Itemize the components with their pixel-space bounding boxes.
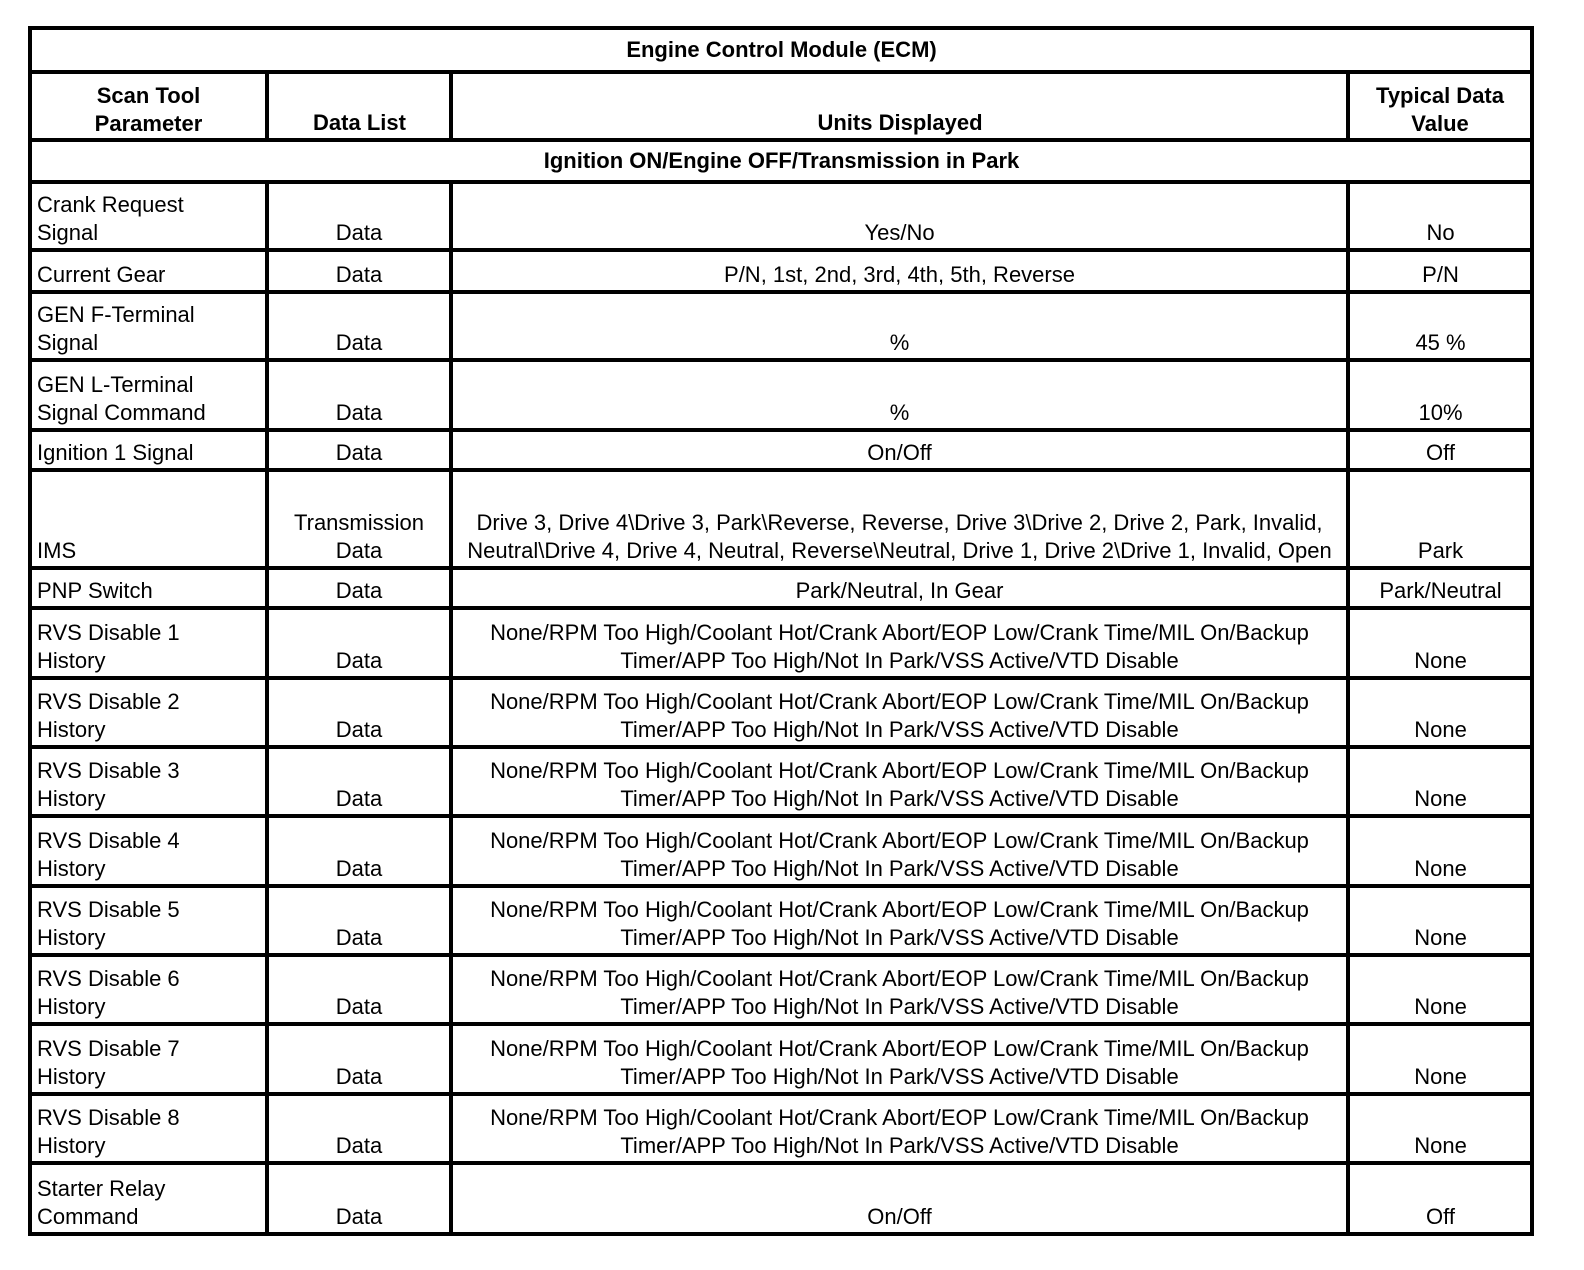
table-row bbox=[30, 568, 1532, 608]
parameter-cell: Current Gear bbox=[30, 250, 267, 292]
typical-value-cell: None bbox=[1348, 816, 1532, 886]
data-list-cell: Data bbox=[267, 886, 451, 955]
table-row bbox=[30, 1024, 1532, 1094]
units-cell: % bbox=[451, 292, 1348, 360]
units-cell: Drive 3, Drive 4\Drive 3, Park\Reverse, Reverse, Drive 3\Drive 2, Drive 2, Park, Invalid, Neutral\Drive 4, Drive 4, Neutral, Reverse\Neutral, Drive 1, Drive 2\Drive 1, Invalid, Open bbox=[451, 470, 1348, 568]
data-list-cell: Data bbox=[267, 816, 451, 886]
typical-value-cell: None bbox=[1348, 1024, 1532, 1094]
header-units: Units Displayed bbox=[451, 72, 1348, 140]
parameter-cell: RVS Disable 3 History bbox=[30, 747, 267, 816]
data-list-cell: Data bbox=[267, 292, 451, 360]
units-cell: None/RPM Too High/Coolant Hot/Crank Abort/EOP Low/Crank Time/MIL On/Backup Timer/APP Too High/Not In Park/VSS Active/VTD Disable bbox=[451, 608, 1348, 678]
units-cell: None/RPM Too High/Coolant Hot/Crank Abort/EOP Low/Crank Time/MIL On/Backup Timer/APP Too High/Not In Park/VSS Active/VTD Disable bbox=[451, 1024, 1348, 1094]
units-cell: None/RPM Too High/Coolant Hot/Crank Abort/EOP Low/Crank Time/MIL On/Backup Timer/APP Too High/Not In Park/VSS Active/VTD Disable bbox=[451, 886, 1348, 955]
typical-value-cell: Park bbox=[1348, 470, 1532, 568]
table-row bbox=[30, 747, 1532, 816]
parameter-cell: RVS Disable 6 History bbox=[30, 955, 267, 1024]
section-heading: Ignition ON/Engine OFF/Transmission in Park bbox=[30, 140, 1532, 182]
header-typical-value: Typical Data Value bbox=[1348, 72, 1532, 140]
header-row bbox=[30, 72, 1532, 140]
header-data-list: Data List bbox=[267, 72, 451, 140]
typical-value-cell: None bbox=[1348, 955, 1532, 1024]
units-cell: % bbox=[451, 360, 1348, 430]
parameter-cell: RVS Disable 4 History bbox=[30, 816, 267, 886]
header-parameter: Scan Tool Parameter bbox=[30, 72, 267, 140]
parameter-cell: PNP Switch bbox=[30, 568, 267, 608]
table-row bbox=[30, 816, 1532, 886]
table-row bbox=[30, 430, 1532, 470]
typical-value-cell: Off bbox=[1348, 1163, 1532, 1234]
table-row bbox=[30, 955, 1532, 1024]
parameter-cell: Starter Relay Command bbox=[30, 1163, 267, 1234]
data-list-cell: Data bbox=[267, 250, 451, 292]
data-list-cell: Data bbox=[267, 430, 451, 470]
units-cell: P/N, 1st, 2nd, 3rd, 4th, 5th, Reverse bbox=[451, 250, 1348, 292]
typical-value-cell: None bbox=[1348, 678, 1532, 747]
typical-value-cell: None bbox=[1348, 1094, 1532, 1163]
data-list-cell: Data bbox=[267, 1094, 451, 1163]
parameter-cell: RVS Disable 8 History bbox=[30, 1094, 267, 1163]
typical-value-cell: No bbox=[1348, 182, 1532, 250]
data-list-cell: Data bbox=[267, 1163, 451, 1234]
typical-value-cell: Off bbox=[1348, 430, 1532, 470]
table-row bbox=[30, 608, 1532, 678]
data-list-cell: Data bbox=[267, 568, 451, 608]
table-title-row bbox=[30, 28, 1532, 72]
parameter-cell: GEN L-Terminal Signal Command bbox=[30, 360, 267, 430]
table-row bbox=[30, 360, 1532, 430]
data-list-cell: Data bbox=[267, 1024, 451, 1094]
units-cell: None/RPM Too High/Coolant Hot/Crank Abort/EOP Low/Crank Time/MIL On/Backup Timer/APP Too High/Not In Park/VSS Active/VTD Disable bbox=[451, 678, 1348, 747]
typical-value-cell: 10% bbox=[1348, 360, 1532, 430]
units-cell: Park/Neutral, In Gear bbox=[451, 568, 1348, 608]
parameter-cell: RVS Disable 7 History bbox=[30, 1024, 267, 1094]
data-list-cell: Data bbox=[267, 360, 451, 430]
units-cell: None/RPM Too High/Coolant Hot/Crank Abort/EOP Low/Crank Time/MIL On/Backup Timer/APP Too High/Not In Park/VSS Active/VTD Disable bbox=[451, 1094, 1348, 1163]
table-row bbox=[30, 1163, 1532, 1234]
units-cell: Yes/No bbox=[451, 182, 1348, 250]
typical-value-cell: P/N bbox=[1348, 250, 1532, 292]
parameter-cell: Crank Request Signal bbox=[30, 182, 267, 250]
units-cell: None/RPM Too High/Coolant Hot/Crank Abort/EOP Low/Crank Time/MIL On/Backup Timer/APP Too High/Not In Park/VSS Active/VTD Disable bbox=[451, 955, 1348, 1024]
table-row bbox=[30, 292, 1532, 360]
data-list-cell: Data bbox=[267, 678, 451, 747]
typical-value-cell: None bbox=[1348, 886, 1532, 955]
data-list-cell: Data bbox=[267, 747, 451, 816]
units-cell: None/RPM Too High/Coolant Hot/Crank Abort/EOP Low/Crank Time/MIL On/Backup Timer/APP Too High/Not In Park/VSS Active/VTD Disable bbox=[451, 747, 1348, 816]
parameter-cell: IMS bbox=[30, 470, 267, 568]
parameter-cell: GEN F-Terminal Signal bbox=[30, 292, 267, 360]
parameter-cell: RVS Disable 5 History bbox=[30, 886, 267, 955]
units-cell: On/Off bbox=[451, 1163, 1348, 1234]
data-list-cell: Transmission Data bbox=[267, 470, 451, 568]
data-list-cell: Data bbox=[267, 182, 451, 250]
table-row bbox=[30, 886, 1532, 955]
parameter-cell: RVS Disable 1 History bbox=[30, 608, 267, 678]
data-list-cell: Data bbox=[267, 608, 451, 678]
parameter-cell: RVS Disable 2 History bbox=[30, 678, 267, 747]
typical-value-cell: 45 % bbox=[1348, 292, 1532, 360]
parameter-cell: Ignition 1 Signal bbox=[30, 430, 267, 470]
table-row bbox=[30, 470, 1532, 568]
typical-value-cell: None bbox=[1348, 747, 1532, 816]
units-cell: None/RPM Too High/Coolant Hot/Crank Abort/EOP Low/Crank Time/MIL On/Backup Timer/APP Too High/Not In Park/VSS Active/VTD Disable bbox=[451, 816, 1348, 886]
table-title: Engine Control Module (ECM) bbox=[30, 28, 1532, 72]
table-row bbox=[30, 678, 1532, 747]
units-cell: On/Off bbox=[451, 430, 1348, 470]
table-row bbox=[30, 250, 1532, 292]
table-row bbox=[30, 182, 1532, 250]
table-row bbox=[30, 1094, 1532, 1163]
typical-value-cell: None bbox=[1348, 608, 1532, 678]
data-list-cell: Data bbox=[267, 955, 451, 1024]
ecm-data-table bbox=[28, 26, 1534, 1236]
typical-value-cell: Park/Neutral bbox=[1348, 568, 1532, 608]
section-row bbox=[30, 140, 1532, 182]
